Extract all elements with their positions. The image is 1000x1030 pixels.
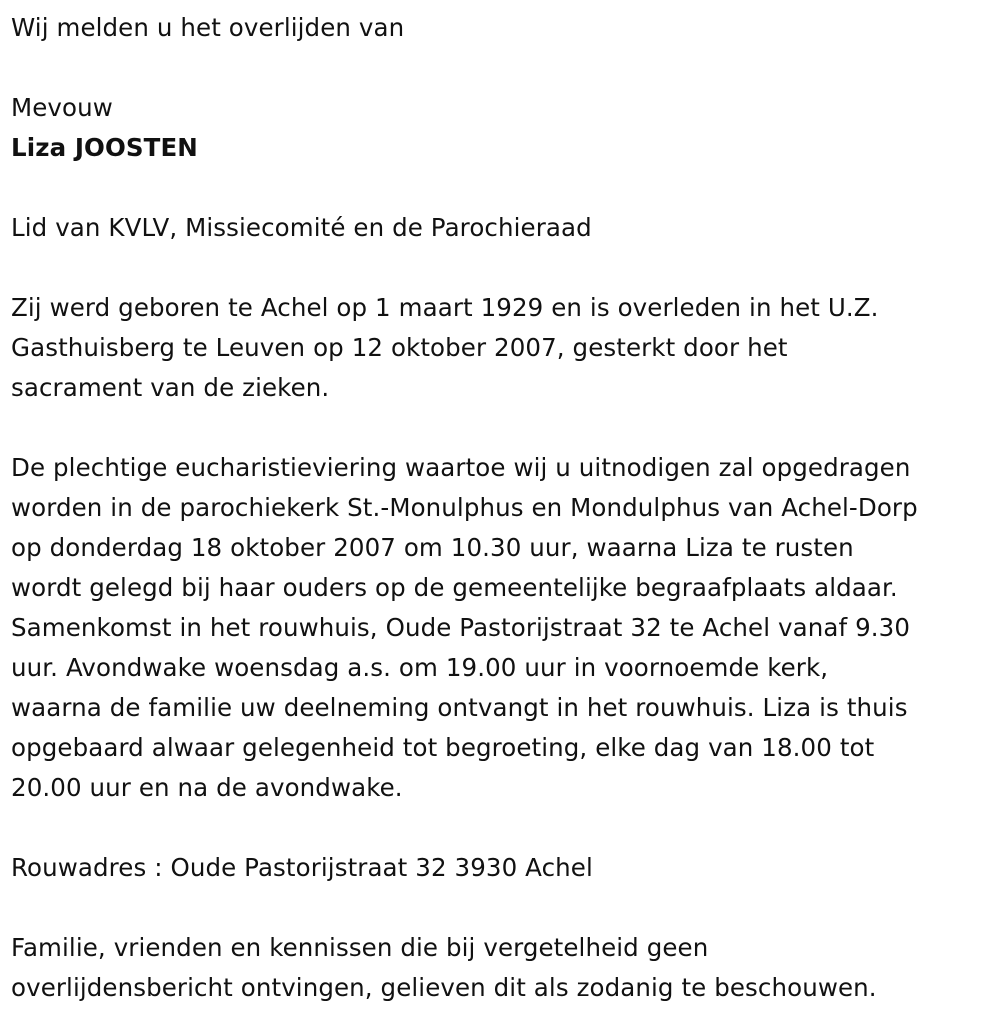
mourning-address: Rouwadres : Oude Pastorijstraat 32 3930 Achel bbox=[11, 853, 593, 882]
paragraph-line: sacrament van de zieken. bbox=[11, 373, 330, 402]
paragraph-line: uur. Avondwake woensdag a.s. om 19.00 uur in voornoemde kerk, bbox=[11, 653, 829, 682]
paragraph-line: De plechtige eucharistieviering waartoe wij u uitnodigen zal opgedragen bbox=[11, 453, 911, 482]
paragraph-line: op donderdag 18 oktober 2007 om 10.30 uur, waarna Liza te rusten bbox=[11, 533, 854, 562]
intro-text: Wij melden u het overlijden van bbox=[11, 13, 405, 42]
paragraph-line: opgebaard alwaar gelegenheid tot begroeting, elke dag van 18.00 tot bbox=[11, 733, 875, 762]
paragraph-line: wordt gelegd bij haar ouders op de gemeentelijke begraafplaats aldaar. bbox=[11, 573, 898, 602]
deceased-name: Liza JOOSTEN bbox=[11, 133, 198, 162]
paragraph-line: Samenkomst in het rouwhuis, Oude Pastorijstraat 32 te Achel vanaf 9.30 bbox=[11, 613, 911, 642]
spacer bbox=[11, 48, 1000, 88]
spacer bbox=[11, 808, 1000, 848]
paragraph-line: worden in de parochiekerk St.-Monulphus en Mondulphus van Achel-Dorp bbox=[11, 493, 918, 522]
ceremony-paragraph bbox=[11, 448, 1000, 808]
spacer bbox=[11, 248, 1000, 288]
paragraph-line: Familie, vrienden en kennissen die bij vergetelheid geen bbox=[11, 933, 709, 962]
paragraph-line: Gasthuisberg te Leuven op 12 oktober 2007, gesterkt door het bbox=[11, 333, 788, 362]
salutation: Mevouw bbox=[11, 93, 113, 122]
spacer bbox=[11, 168, 1000, 208]
paragraph-line: waarna de familie uw deelneming ontvangt in het rouwhuis. Liza is thuis bbox=[11, 693, 908, 722]
membership-text: Lid van KVLV, Missiecomité en de Parochieraad bbox=[11, 213, 592, 242]
spacer bbox=[11, 888, 1000, 928]
birth-death-paragraph bbox=[11, 288, 1000, 408]
spacer bbox=[11, 408, 1000, 448]
paragraph-line: 20.00 uur en na de avondwake. bbox=[11, 773, 403, 802]
closing-paragraph bbox=[11, 928, 1000, 1008]
paragraph-line: overlijdensbericht ontvingen, gelieven dit als zodanig te beschouwen. bbox=[11, 973, 877, 1002]
paragraph-line: Zij werd geboren te Achel op 1 maart 1929 en is overleden in het U.Z. bbox=[11, 293, 879, 322]
